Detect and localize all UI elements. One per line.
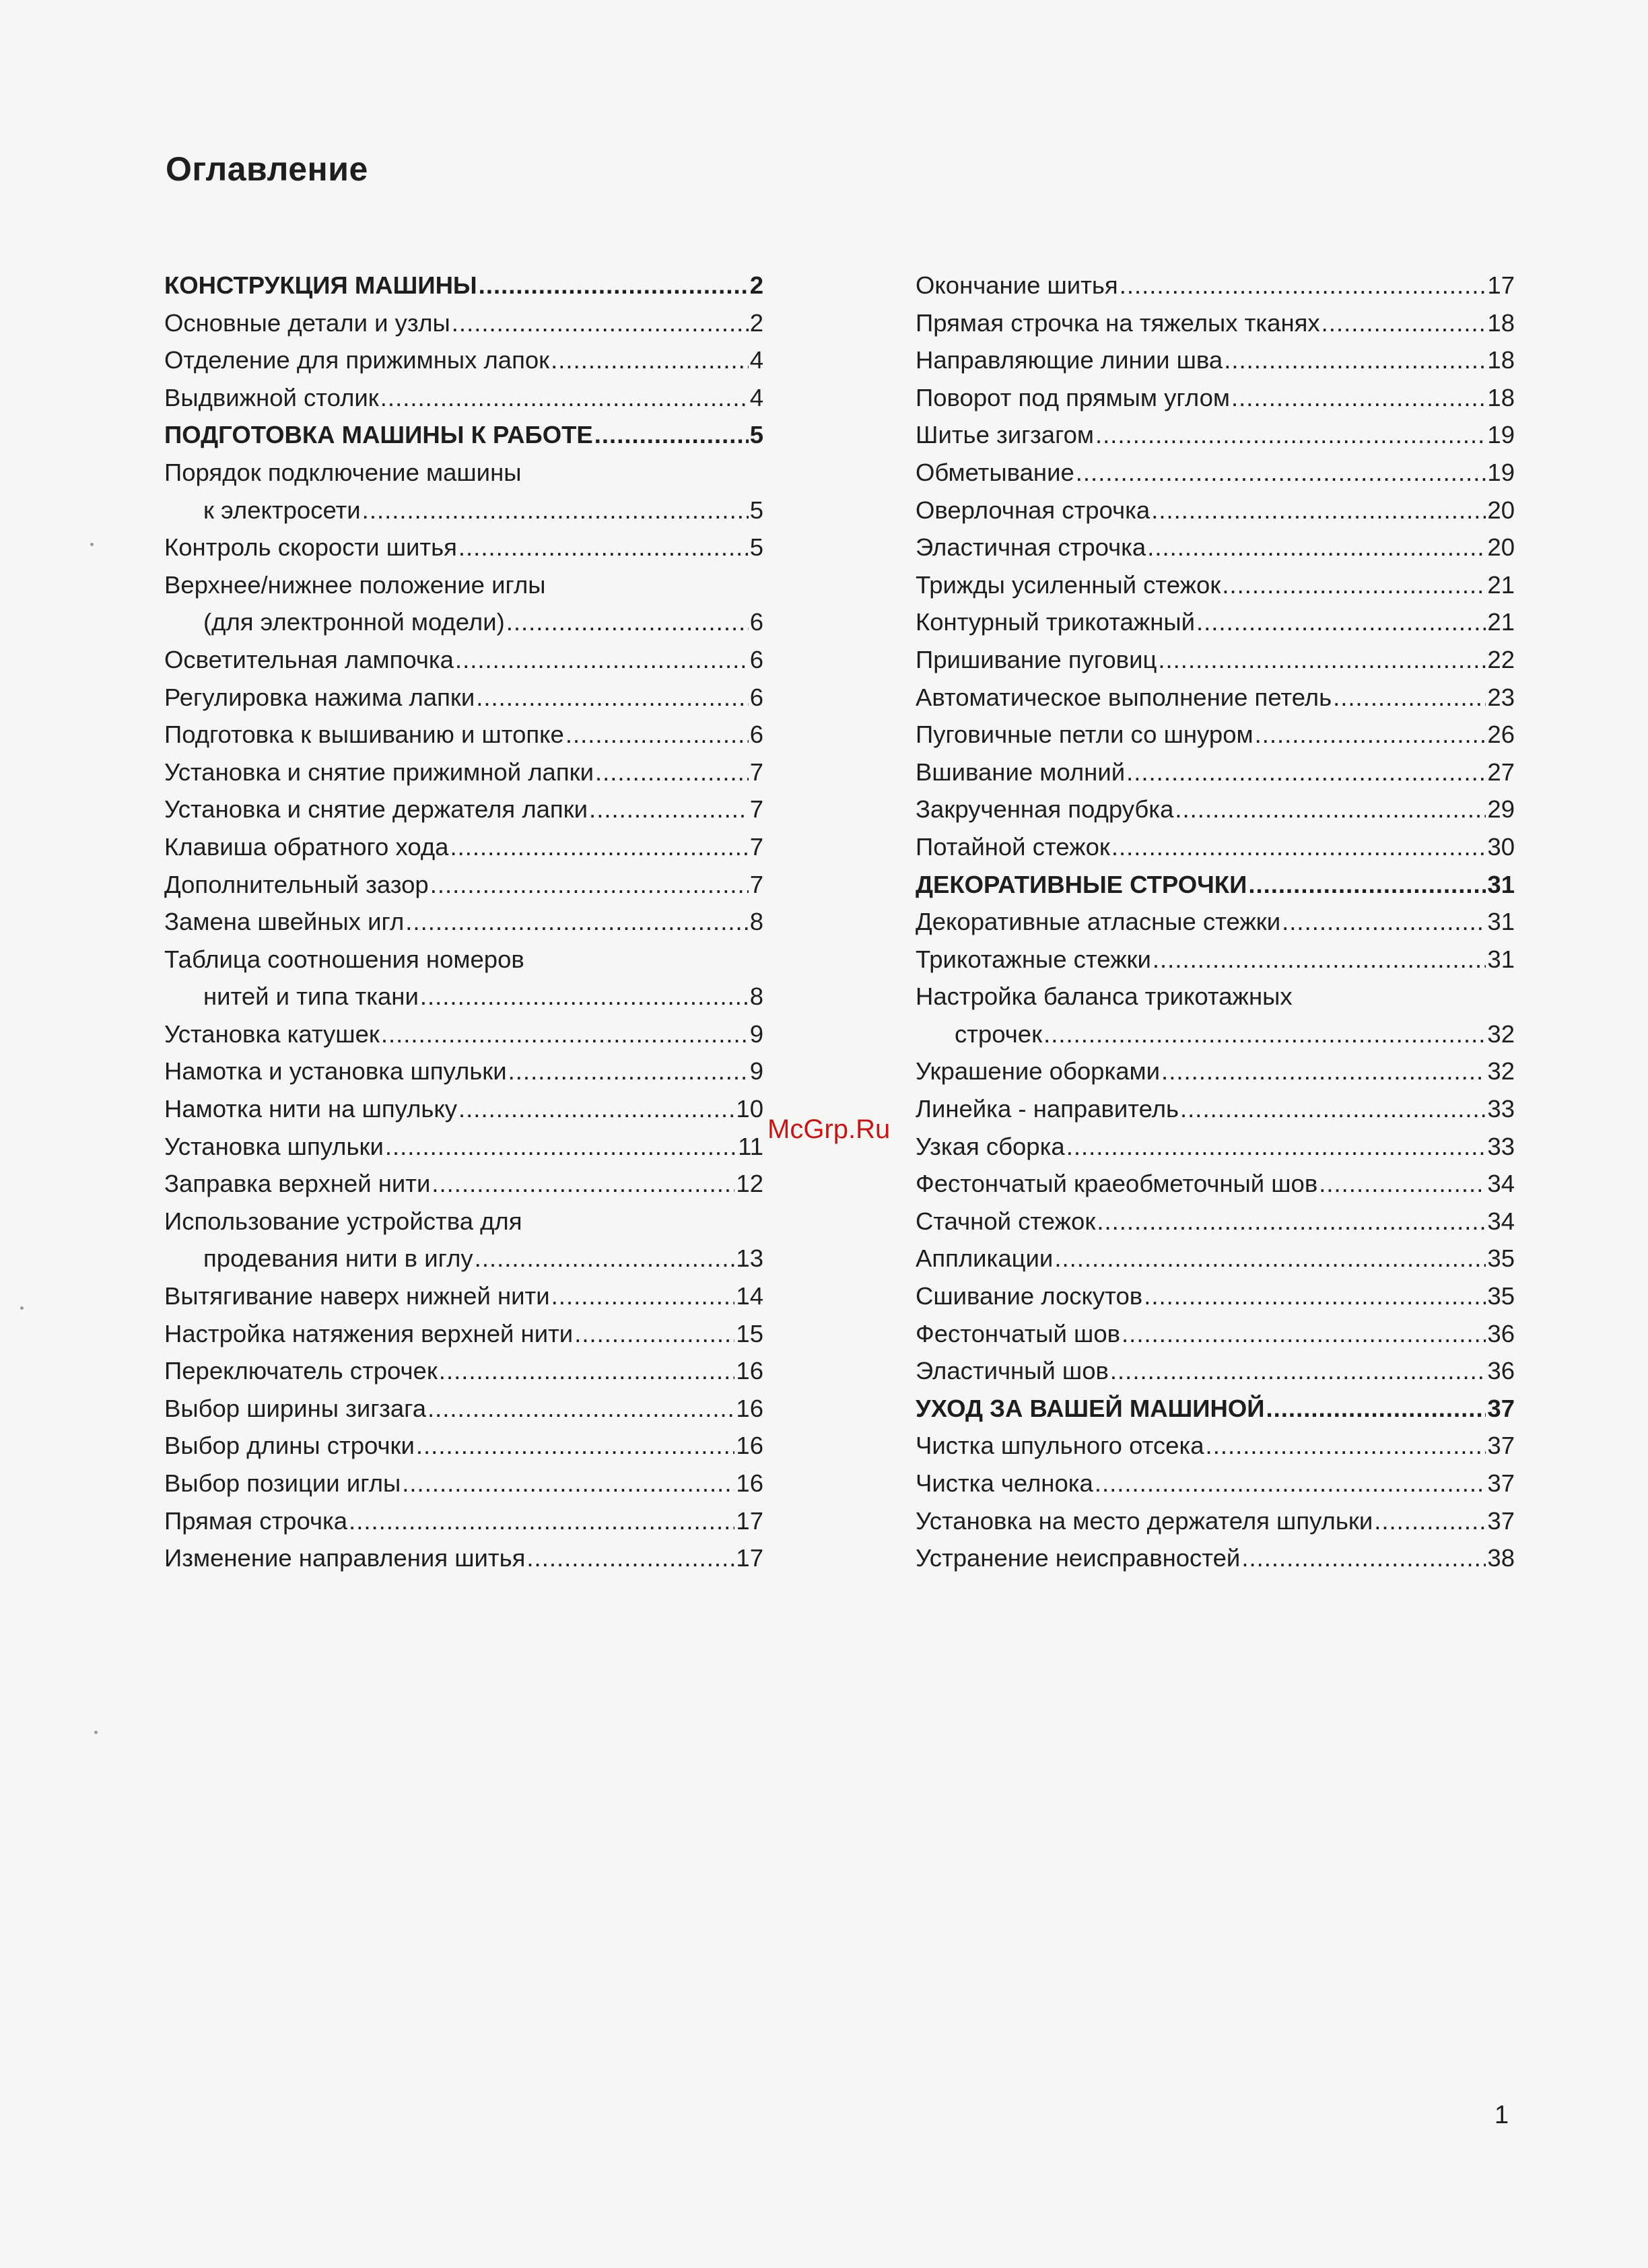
toc-entry <box>916 1502 1515 1540</box>
toc-entry-label: Окончание шитья <box>916 271 1118 299</box>
toc-entry-label: Выбор позиции иглы <box>164 1469 401 1497</box>
dot-leader <box>1206 1427 1486 1465</box>
toc-entry-label: Настройка натяжения верхней нити <box>164 1319 574 1347</box>
toc-entry-label: Декоративные атласные стежки <box>916 908 1281 936</box>
dot-leader <box>1231 379 1486 417</box>
toc-page-number: 8 <box>749 982 763 1011</box>
toc-page-number: 37 <box>1487 1469 1515 1497</box>
toc-page-number: 32 <box>1487 1020 1515 1048</box>
toc-entry <box>916 1240 1515 1277</box>
dot-leader <box>1151 492 1486 529</box>
toc-page-number: 14 <box>736 1282 763 1310</box>
dot-leader <box>574 1315 734 1353</box>
toc-entry-label: Клавиша обратного хода <box>164 832 449 861</box>
toc-entry-label: Прямая строчка на тяжелых тканях <box>916 308 1320 337</box>
toc-entry-label: УХОД ЗА ВАШЕЙ МАШИНОЙ <box>916 1394 1265 1422</box>
toc-entry <box>164 603 763 641</box>
dot-leader <box>1222 566 1486 604</box>
toc-entry-label: Оверлочная строчка <box>916 496 1151 524</box>
toc-entry <box>164 1165 763 1203</box>
dot-leader <box>1111 828 1486 866</box>
toc-page-number: 20 <box>1487 496 1515 524</box>
dot-leader <box>1066 1128 1486 1166</box>
toc-entry-label: Шитье зигзагом <box>916 421 1094 449</box>
toc-entry-label: Закрученная подрубка <box>916 795 1174 824</box>
toc-entry <box>916 941 1515 978</box>
toc-entry <box>916 679 1515 716</box>
toc-page-number: 27 <box>1487 758 1515 786</box>
dot-leader <box>416 1427 735 1465</box>
toc-page-number: 7 <box>749 758 763 786</box>
toc-entry-label: (для электронной модели) <box>203 608 505 636</box>
dot-leader <box>551 341 749 379</box>
toc-page-number: 36 <box>1487 1357 1515 1385</box>
dot-leader <box>455 641 749 679</box>
toc-entry <box>916 1165 1515 1203</box>
dot-leader <box>362 492 749 529</box>
toc-entry-label: Регулировка нажима лапки <box>164 683 475 711</box>
dot-leader <box>479 267 749 304</box>
toc-entry <box>916 978 1515 1015</box>
toc-entry <box>164 1352 763 1390</box>
toc-entry-label: Вшивание молний <box>916 758 1126 786</box>
toc-page-number: 16 <box>736 1432 763 1460</box>
toc-entry <box>164 1015 763 1053</box>
toc-entry <box>916 1465 1515 1502</box>
toc-entry-label: ПОДГОТОВКА МАШИНЫ К РАБОТЕ <box>164 421 593 449</box>
toc-page-number: 38 <box>1487 1544 1515 1572</box>
toc-entry-label: Аппликации <box>916 1244 1054 1273</box>
toc-entry <box>916 754 1515 791</box>
toc-entry-label: Контурный трикотажный <box>916 608 1195 636</box>
toc-entry <box>916 791 1515 828</box>
dot-leader <box>1095 1465 1486 1502</box>
dot-leader <box>1095 416 1486 454</box>
toc-section-heading <box>164 416 763 454</box>
toc-page-number: 18 <box>1487 383 1515 411</box>
toc-entry-label: Чистка шпульного отсека <box>916 1432 1204 1460</box>
toc-entry <box>164 1277 763 1315</box>
toc-entry <box>916 1427 1515 1465</box>
toc-entry-label: Трижды усиленный стежок <box>916 570 1221 599</box>
toc-entry-label: КОНСТРУКЦИЯ МАШИНЫ <box>164 271 477 299</box>
toc-page-number: 36 <box>1487 1319 1515 1347</box>
toc-page-number: 4 <box>749 383 763 411</box>
toc-entry <box>916 416 1515 454</box>
toc-entry <box>916 1352 1515 1390</box>
toc-entry-label: Фестончатый краеобметочный шов <box>916 1170 1318 1198</box>
dot-leader <box>1196 603 1486 641</box>
toc-entry-label: Отделение для прижимных лапок <box>164 346 550 374</box>
dot-leader <box>1158 641 1486 679</box>
dot-leader <box>1120 267 1486 304</box>
toc-page-number: 26 <box>1487 721 1515 749</box>
toc-entry <box>164 1203 763 1240</box>
toc-entry-label: Установка на место держателя шпульки <box>916 1506 1373 1535</box>
toc-entry-label: Потайной стежок <box>916 832 1110 861</box>
toc-page-number: 35 <box>1487 1244 1515 1273</box>
toc-entry-label: Линейка - направитель <box>916 1095 1179 1123</box>
toc-entry-label: Установка и снятие держателя лапки <box>164 795 588 824</box>
toc-entry-label: Порядок подключение машины <box>164 458 522 486</box>
toc-page-number: 9 <box>749 1057 763 1086</box>
toc-entry-label: продевания нити в иглу <box>203 1244 473 1273</box>
toc-right-column <box>916 267 1515 1577</box>
dot-leader <box>427 1390 734 1428</box>
toc-entry <box>164 828 763 866</box>
toc-entry-label: Узкая сборка <box>916 1132 1065 1160</box>
toc-entry-label: Устранение неисправностей <box>916 1544 1241 1572</box>
toc-entry <box>916 1128 1515 1166</box>
toc-page-number: 4 <box>749 346 763 374</box>
toc-entry-label: Установка шпульки <box>164 1132 384 1160</box>
dot-leader <box>1224 341 1486 379</box>
dot-leader <box>1255 716 1486 754</box>
toc-entry <box>916 529 1515 566</box>
toc-entry-label: Сшивание лоскутов <box>916 1282 1143 1310</box>
page-title: Оглавление <box>166 150 368 188</box>
toc-page-number: 19 <box>1487 458 1515 486</box>
toc-entry <box>164 1427 763 1465</box>
dot-leader <box>1147 529 1486 566</box>
dot-leader <box>381 1015 749 1053</box>
toc-page-number: 2 <box>749 308 763 337</box>
toc-page-number: 35 <box>1487 1282 1515 1310</box>
toc-page-number: 17 <box>736 1506 763 1535</box>
toc-entry-label: Контроль скорости шитья <box>164 533 457 562</box>
dot-leader <box>1333 679 1486 716</box>
dot-leader <box>420 978 749 1015</box>
toc-page-number: 7 <box>749 832 763 861</box>
dot-leader <box>1126 754 1486 791</box>
dot-leader <box>506 603 749 641</box>
scan-speck <box>94 1731 98 1734</box>
toc-entry <box>916 1277 1515 1315</box>
dot-leader <box>1248 866 1486 904</box>
toc-entry-label: строчек <box>955 1020 1043 1048</box>
toc-entry <box>916 566 1515 604</box>
toc-page-number: 32 <box>1487 1057 1515 1086</box>
toc-entry-label: Эластичный шов <box>916 1357 1109 1385</box>
toc-page-number: 23 <box>1487 683 1515 711</box>
dot-leader <box>458 529 749 566</box>
toc-entry <box>916 716 1515 754</box>
dot-leader <box>1266 1390 1486 1428</box>
dot-leader <box>508 1053 749 1090</box>
dot-leader <box>439 1352 735 1390</box>
toc-entry <box>916 828 1515 866</box>
toc-entry-label: Основные детали и узлы <box>164 308 450 337</box>
toc-page-number: 37 <box>1487 1506 1515 1535</box>
toc-section-heading <box>164 267 763 304</box>
toc-page-number: 30 <box>1487 832 1515 861</box>
toc-entry <box>164 566 763 604</box>
dot-leader <box>1374 1502 1486 1540</box>
toc-entry-label: Пришивание пуговиц <box>916 645 1157 673</box>
toc-entry <box>916 267 1515 304</box>
toc-entry-label: Использование устройства для <box>164 1207 522 1235</box>
watermark: McGrp.Ru <box>767 1114 891 1144</box>
toc-page-number: 6 <box>749 645 763 673</box>
toc-page-number: 5 <box>749 421 763 449</box>
toc-page-number: 22 <box>1487 645 1515 673</box>
dot-leader <box>1175 791 1486 828</box>
toc-entry-label: Вытягивание наверх нижней нити <box>164 1282 550 1310</box>
toc-page-number: 16 <box>736 1357 763 1385</box>
toc-page-number: 6 <box>749 721 763 749</box>
toc-page-number: 31 <box>1487 945 1515 973</box>
toc-entry <box>164 679 763 716</box>
toc-entry-label: Выбор длины строчки <box>164 1432 415 1460</box>
dot-leader <box>380 379 749 417</box>
toc-entry-label: Фестончатый шов <box>916 1319 1121 1347</box>
toc-entry-label: Автоматическое выполнение петель <box>916 683 1332 711</box>
toc-page-number: 15 <box>736 1319 763 1347</box>
toc-page-number: 34 <box>1487 1170 1515 1198</box>
toc-entry-label: Направляющие линии шва <box>916 346 1223 374</box>
toc-entry-label: Дополнительный зазор <box>164 870 429 898</box>
toc-entry-label: Намотка нити на шпульку <box>164 1095 458 1123</box>
toc-entry <box>916 1315 1515 1353</box>
dot-leader <box>475 1240 735 1277</box>
toc-entry <box>916 492 1515 529</box>
toc-page-number: 5 <box>749 533 763 562</box>
scan-speck <box>90 543 94 546</box>
dot-leader <box>432 1165 734 1203</box>
toc-page-number: 5 <box>749 496 763 524</box>
toc-entry <box>916 379 1515 417</box>
toc-entry-label: Настройка баланса трикотажных <box>916 982 1293 1011</box>
toc-page-number: 34 <box>1487 1207 1515 1235</box>
dot-leader <box>452 304 749 342</box>
toc-entry <box>916 454 1515 492</box>
toc-entry-label: Изменение направления шитья <box>164 1544 526 1572</box>
toc-entry <box>164 791 763 828</box>
toc-entry <box>164 1539 763 1577</box>
toc-entry <box>916 1090 1515 1128</box>
toc-entry <box>164 754 763 791</box>
toc-section-heading <box>916 1390 1515 1428</box>
toc-entry <box>164 1240 763 1277</box>
toc-section-heading <box>916 866 1515 904</box>
toc-entry-label: Заправка верхней нити <box>164 1170 431 1198</box>
dot-leader <box>385 1128 736 1166</box>
toc-entry-label: Переключатель строчек <box>164 1357 438 1385</box>
toc-entry <box>164 1090 763 1128</box>
dot-leader <box>1097 1203 1486 1240</box>
dot-leader <box>1144 1277 1486 1315</box>
toc-entry <box>164 1053 763 1090</box>
toc-page-number: 16 <box>736 1394 763 1422</box>
dot-leader <box>551 1277 735 1315</box>
toc-entry <box>916 903 1515 941</box>
toc-page-number: 19 <box>1487 421 1515 449</box>
toc-entry <box>164 978 763 1015</box>
toc-page-number: 18 <box>1487 346 1515 374</box>
scan-speck <box>20 1306 24 1310</box>
toc-entry <box>164 304 763 342</box>
toc-page-number: 2 <box>749 271 763 299</box>
toc-entry-label: Обметывание <box>916 458 1074 486</box>
toc-page-number: 9 <box>749 1020 763 1048</box>
toc-page-number: 16 <box>736 1469 763 1497</box>
dot-leader <box>1153 941 1486 978</box>
toc-page-number: 31 <box>1487 870 1515 898</box>
toc-page-number: 21 <box>1487 608 1515 636</box>
toc-entry <box>916 603 1515 641</box>
toc-page-number: 8 <box>749 908 763 936</box>
toc-entry <box>916 304 1515 342</box>
toc-entry <box>164 1465 763 1502</box>
toc-page-number: 6 <box>749 683 763 711</box>
dot-leader <box>476 679 748 716</box>
dot-leader <box>594 416 749 454</box>
toc-entry-label: Подготовка к вышиванию и штопке <box>164 721 564 749</box>
toc-page-number: 6 <box>749 608 763 636</box>
toc-page-number: 20 <box>1487 533 1515 562</box>
toc-entry-label: Эластичная строчка <box>916 533 1146 562</box>
toc-entry-label: Верхнее/нижнее положение иглы <box>164 570 546 599</box>
toc-entry <box>164 529 763 566</box>
toc-page-number: 13 <box>736 1244 763 1273</box>
dot-leader <box>526 1539 734 1577</box>
dot-leader <box>589 791 749 828</box>
dot-leader <box>565 716 749 754</box>
toc-entry <box>164 1502 763 1540</box>
dot-leader <box>595 754 749 791</box>
toc-entry-label: Стачной стежок <box>916 1207 1096 1235</box>
toc-page-number: 37 <box>1487 1394 1515 1422</box>
toc-page-number: 18 <box>1487 308 1515 337</box>
toc-entry-label: Трикотажные стежки <box>916 945 1151 973</box>
toc-entry <box>916 1053 1515 1090</box>
dot-leader <box>1110 1352 1486 1390</box>
dot-leader <box>1319 1165 1486 1203</box>
dot-leader <box>1054 1240 1486 1277</box>
toc-entry <box>164 1315 763 1353</box>
toc-page-number: 7 <box>749 795 763 824</box>
toc-page-number: 21 <box>1487 570 1515 599</box>
toc-entry-label: Поворот под прямым углом <box>916 383 1231 411</box>
dot-leader <box>1122 1315 1486 1353</box>
toc-page-number: 33 <box>1487 1095 1515 1123</box>
toc-left-column <box>164 267 763 1577</box>
toc-entry-label: Осветительная лампочка <box>164 645 454 673</box>
toc-entry <box>916 1539 1515 1577</box>
dot-leader <box>1321 304 1486 342</box>
dot-leader <box>1282 903 1486 941</box>
toc-entry <box>164 454 763 492</box>
toc-entry <box>164 1128 763 1166</box>
page-number: 1 <box>1495 2101 1509 2129</box>
toc-entry <box>916 1203 1515 1240</box>
toc-page-number: 17 <box>736 1544 763 1572</box>
dot-leader <box>405 903 748 941</box>
dot-leader <box>349 1502 734 1540</box>
toc-entry-label: ДЕКОРАТИВНЫЕ СТРОЧКИ <box>916 870 1247 898</box>
toc-entry-label: нитей и типа ткани <box>203 982 419 1011</box>
dot-leader <box>1241 1539 1486 1577</box>
dot-leader <box>458 1090 734 1128</box>
toc-entry-label: Пуговичные петли со шнуром <box>916 721 1254 749</box>
toc-page-number: 17 <box>1487 271 1515 299</box>
toc-entry-label: Выбор ширины зигзага <box>164 1394 426 1422</box>
toc-entry-label: Замена швейных игл <box>164 908 405 936</box>
toc-page-number: 31 <box>1487 908 1515 936</box>
dot-leader <box>430 866 749 904</box>
toc-entry <box>164 492 763 529</box>
toc-entry-label: Чистка челнока <box>916 1469 1093 1497</box>
toc-entry <box>164 341 763 379</box>
toc-entry-label: к электросети <box>203 496 361 524</box>
dot-leader <box>450 828 748 866</box>
toc-page-number: 11 <box>738 1132 763 1160</box>
dot-leader <box>1180 1090 1486 1128</box>
toc-entry <box>164 941 763 978</box>
toc-page-number: 29 <box>1487 795 1515 824</box>
toc-entry-label: Таблица соотношения номеров <box>164 945 524 973</box>
toc-entry-label: Намотка и установка шпульки <box>164 1057 507 1086</box>
toc-entry <box>916 1015 1515 1053</box>
dot-leader <box>1161 1053 1486 1090</box>
toc-entry-label: Установка катушек <box>164 1020 380 1048</box>
toc-page-number: 37 <box>1487 1432 1515 1460</box>
dot-leader <box>1043 1015 1486 1053</box>
toc-page-number: 7 <box>749 870 763 898</box>
toc-entry <box>164 379 763 417</box>
toc-entry <box>164 866 763 904</box>
dot-leader <box>1076 454 1486 492</box>
toc-entry-label: Выдвижной столик <box>164 383 379 411</box>
toc-entry <box>916 641 1515 679</box>
toc-entry <box>164 641 763 679</box>
toc-page-number: 33 <box>1487 1132 1515 1160</box>
toc-entry <box>164 903 763 941</box>
dot-leader <box>402 1465 734 1502</box>
toc-page-number: 10 <box>736 1095 763 1123</box>
toc-entry <box>164 1390 763 1428</box>
toc-entry <box>164 716 763 754</box>
toc-page-number: 12 <box>736 1170 763 1198</box>
toc-entry-label: Прямая строчка <box>164 1506 348 1535</box>
toc-entry-label: Установка и снятие прижимной лапки <box>164 758 594 786</box>
toc-entry-label: Украшение оборками <box>916 1057 1161 1086</box>
toc-entry <box>916 341 1515 379</box>
